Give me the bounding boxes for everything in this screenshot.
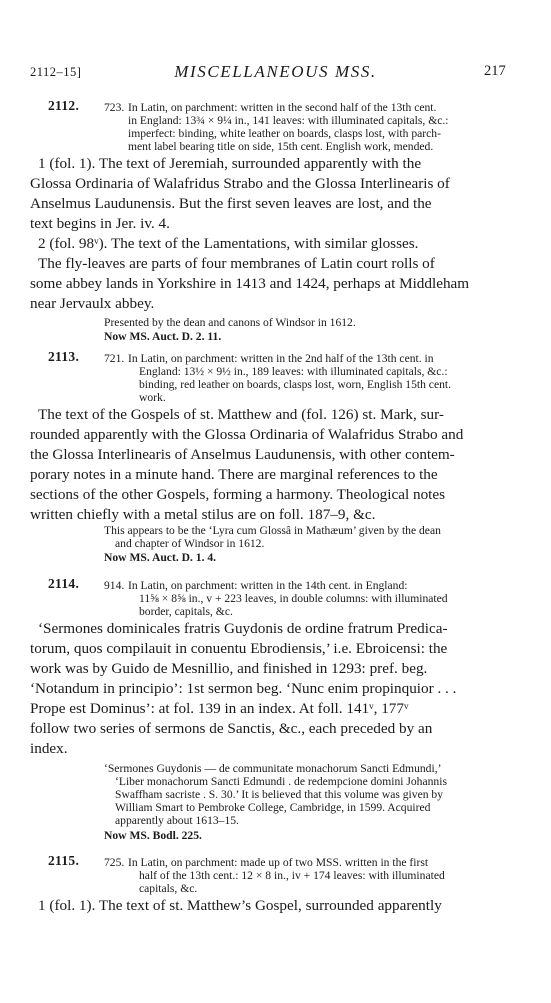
- entry-number: 2114.: [48, 576, 80, 591]
- body-line: 1 (fol. 1). The text of Jeremiah, surrounded apparently with the: [38, 155, 422, 172]
- entry-range: 2112–15]: [30, 65, 82, 79]
- body-line: written chiefly with a metal stilus are on foll. 187–9, &c.: [30, 506, 376, 523]
- entry-description-line: work.: [139, 391, 166, 404]
- entry-ref: 723.: [104, 101, 125, 114]
- entry-number: 2115.: [48, 853, 80, 868]
- entry-description-line: In Latin, on parchment: written in the 14th cent. in England:: [128, 579, 408, 592]
- body-line: some abbey lands in Yorkshire in 1413 and 1424, perhaps at Middleham: [30, 275, 470, 292]
- running-header: [0, 62, 551, 84]
- entry-description-line: border, capitals, &c.: [139, 605, 233, 618]
- entry-description-line: In Latin, on parchment: written in the 2nd half of the 13th cent. in: [128, 352, 434, 365]
- entry-ref: 721.: [104, 352, 125, 365]
- body-line: torum, quos compilauit in conuentu Ebrodiensis,’ i.e. Ebroicensi: the: [30, 640, 448, 657]
- body-line: porary notes in a minute hand. There are marginal references to the: [30, 466, 438, 483]
- body-line: Anselmus Laudunensis. But the first seven leaves are lost, and the: [30, 195, 432, 212]
- provenance-note: ‘Sermones Guydonis — de communitate monachorum Sancti Edmundi,’: [104, 762, 442, 775]
- body-line: sections of the other Gospels, forming a harmony. Theological notes: [30, 486, 446, 503]
- entry-description-line: binding, red leather on boards, clasps lost, worn, English 15th cent.: [139, 378, 452, 391]
- body-line: 2 (fol. 98ᵛ). The text of the Lamentations, with similar glosses.: [38, 235, 419, 252]
- entry-description-line: 11⅝ × 8⅝ in., v + 223 leaves, in double columns: with illuminated: [139, 592, 448, 605]
- entry-ref: 725.: [104, 856, 125, 869]
- provenance-note: apparently about 1613–15.: [115, 814, 239, 827]
- entry-number: 2112.: [48, 98, 80, 113]
- body-line: ‘Notandum in principio’: 1st sermon beg. ‘Nunc enim propinquior . . .: [30, 680, 457, 697]
- shelfmark: Now MS. Bodl. 225.: [104, 829, 202, 842]
- page-number: 217: [484, 63, 506, 79]
- provenance-note: Presented by the dean and canons of Windsor in 1612.: [104, 316, 356, 329]
- entry-description-line: In Latin, on parchment: written in the second half of the 13th cent.: [128, 101, 437, 114]
- body-line: ‘Sermones dominicales fratris Guydonis de ordine fratrum Predica-: [38, 620, 448, 637]
- entry-description-line: in England: 13¾ × 9¼ in., 141 leaves: with illuminated capitals, &c.:: [128, 114, 449, 127]
- body-line: Prope est Dominus’: at fol. 139 in an index. At foll. 141ᵛ, 177ᵛ: [30, 700, 409, 717]
- body-line: Glossa Ordinaria of Walafridus Strabo and the Glossa Interlinearis of: [30, 175, 450, 192]
- body-line: index.: [30, 740, 68, 757]
- provenance-note: This appears to be the ‘Lyra cum Glossâ in Mathæum’ given by the dean: [104, 524, 441, 537]
- body-line: rounded apparently with the Glossa Ordinaria of Walafridus Strabo and: [30, 426, 464, 443]
- entry-description-line: imperfect: binding, white leather on boards, clasps lost, with parch-: [128, 127, 441, 140]
- entry-description-line: half of the 13th cent.: 12 × 8 in., iv + 174 leaves: with illuminated: [139, 869, 445, 882]
- body-line: The text of the Gospels of st. Matthew and (fol. 126) st. Mark, sur-: [38, 406, 444, 423]
- provenance-note: Swaffham sacriste . S. 30.’ It is believed that this volume was given by: [115, 788, 443, 801]
- entry-description-line: capitals, &c.: [139, 882, 198, 895]
- entry-description-line: In Latin, on parchment: made up of two MSS. written in the first: [128, 856, 429, 869]
- body-line: The fly-leaves are parts of four membranes of Latin court rolls of: [38, 255, 435, 272]
- body-line: near Jervaulx abbey.: [30, 295, 155, 312]
- provenance-note: William Smart to Pembroke College, Cambridge, in 1599. Acquired: [115, 801, 431, 814]
- body-line: work was by Guido de Mesnillio, and finished in 1293: pref. beg.: [30, 660, 428, 677]
- shelfmark: Now MS. Auct. D. 1. 4.: [104, 551, 217, 564]
- entry-ref: 914.: [104, 579, 125, 592]
- entry-description-line: England: 13½ × 9½ in., 189 leaves: with illuminated capitals, &c.:: [139, 365, 448, 378]
- entry-number: 2113.: [48, 349, 80, 364]
- body-line: 1 (fol. 1). The text of st. Matthew’s Gospel, surrounded apparently: [38, 897, 442, 914]
- body-line: follow two series of sermons de Sanctis, &c., each preceded by an: [30, 720, 433, 737]
- page-title: MISCELLANEOUS MSS.: [174, 62, 377, 81]
- body-line: the Glossa Interlinearis of Anselmus Laudunensis, with other contem-: [30, 446, 455, 463]
- provenance-note: and chapter of Windsor in 1612.: [115, 537, 265, 550]
- provenance-note: ‘Liber monachorum Sancti Edmundi . de redempcione domini Johannis: [115, 775, 447, 788]
- shelfmark: Now MS. Auct. D. 2. 11.: [104, 330, 222, 343]
- entry-description-line: ment label bearing title on side, 15th cent. English work, mended.: [128, 140, 434, 153]
- body-line: text begins in Jer. iv. 4.: [30, 215, 170, 232]
